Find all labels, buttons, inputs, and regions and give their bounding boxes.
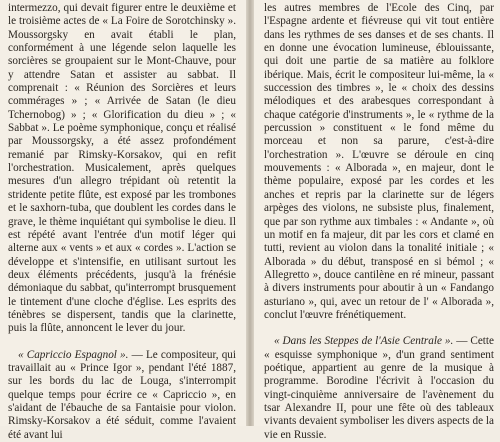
left-paragraph-2 (8, 349, 236, 442)
left-paragraph-1: intermezzo, qui devait figurer entre le deuxième et le troisième actes de « La Foire de Sorotchinsky ». Moussorgsky en avait établi le plan, conformément à une légende selon laquelle les sorcières se groupaient sur le Mont-Chauve, pour y attendre Satan et assister au sabbat. Il comprenait : « Réunion des Sorcières et leurs commérages » ; « Arrivée de Satan (le dieu Tchernobog) » ; « Glorification du dieu » ; « Sabbat ». Le poème symphonique, conçu et réalisé par Moussorgsky, a été assez profondément remanié par Rimsky-Korsakov, qui en refit l'orchestration. Musicalement, après quelques mesures d'un allegro trépidant où retentit la stridente petite flûte, est exposé par les trombones et le saxhorn-tuba, que doublent les cordes dans le grave, le thème inquiétant qui symbolise le dieu. Il est répété avant l'entrée d'un motif léger qui alterne aux « vents » et aux « cordes ». L'action se développe et s'intensifie, en utilisant surtout les deux éléments précédents, jusqu'à la frénésie démoniaque du sabbat, qu'interrompt brusquement le tintement d'une cloche d'église. Les esprits des ténèbres se dispersent, tandis que la clarinette, puis la flûte, annoncent le lever du jour. (8, 2, 236, 335)
right-paragraph-1: les autres membres de l'Ecole des Cinq, par l'Espagne ardente et fiévreuse qui vit tout entière dans les rythmes de ses danses et de ses chants. Il en donne une évocation lumineuse, éblouissante, qui doit une partie de sa matière au folklore ibérique. Mais, écrit le compositeur lui-même, la « succession des timbres », le « choix des dessins mélodiques et des arabesques correspondant à chaque catégorie d'instruments », le « rythme de la percussion » constituent « le fond même du morceau et non sa parure, c'est-à-dire l'orchestration ». L'œuvre se déroule en cinq mouvements : « Alborada », en majeur, dont le thème populaire, exposé par les cordes et les anches et repris par la clarinette sur de légers arpèges des violons, ne subsiste plus, finalement, que par son rythme aux timbales : « Andante », où un motif en fa majeur, dit par les cors et clamé en tutti, revient au violon dans la tonalité initiale ; « Alborada » du début, transposé en si bémol ; « Allegretto », douce cantilène en ré mineur, passant à divers instruments pour aboutir à un « Fandango asturiano », qui, avec un retour de l' « Alborada », conclut l'œuvre frénétiquement. (264, 2, 494, 321)
section-title-steppes: « Dans les Steppes de l'Asie Centrale ». (274, 335, 454, 348)
paragraph-gap (8, 336, 236, 349)
right-paragraph-2-body: — Cette « esquisse symphonique », d'un grand sentiment poétique, appartient au genre de la musique à programme. Borodine l'écrivit à l'occasion du vingt-cinquième anniversaire de l'avènement du tsar Alexandre II, pour une fête où des tableaux vivants devaient symboliser les divers aspects de la vie en Russie. (264, 335, 494, 441)
left-text-column (8, 2, 236, 442)
section-title-capriccio: « Capriccio Espagnol ». (18, 348, 129, 361)
right-page (254, 0, 500, 441)
book-gutter (246, 0, 254, 426)
right-text-column (264, 2, 494, 442)
paragraph-gap (264, 322, 494, 335)
left-page (0, 0, 246, 441)
left-paragraph-2-body: — Le compositeur, qui travaillait au « Prince Igor », pendant l'été 1887, sur les bords du lac de Louga, s'interrompit quelque temps pour écrire ce « Capriccio », en s'aidant de l'ébauche de sa Fantaisie pour violon. Rimsky-Korsakov a été séduit, comme l'avaient été avant lui (8, 348, 236, 441)
